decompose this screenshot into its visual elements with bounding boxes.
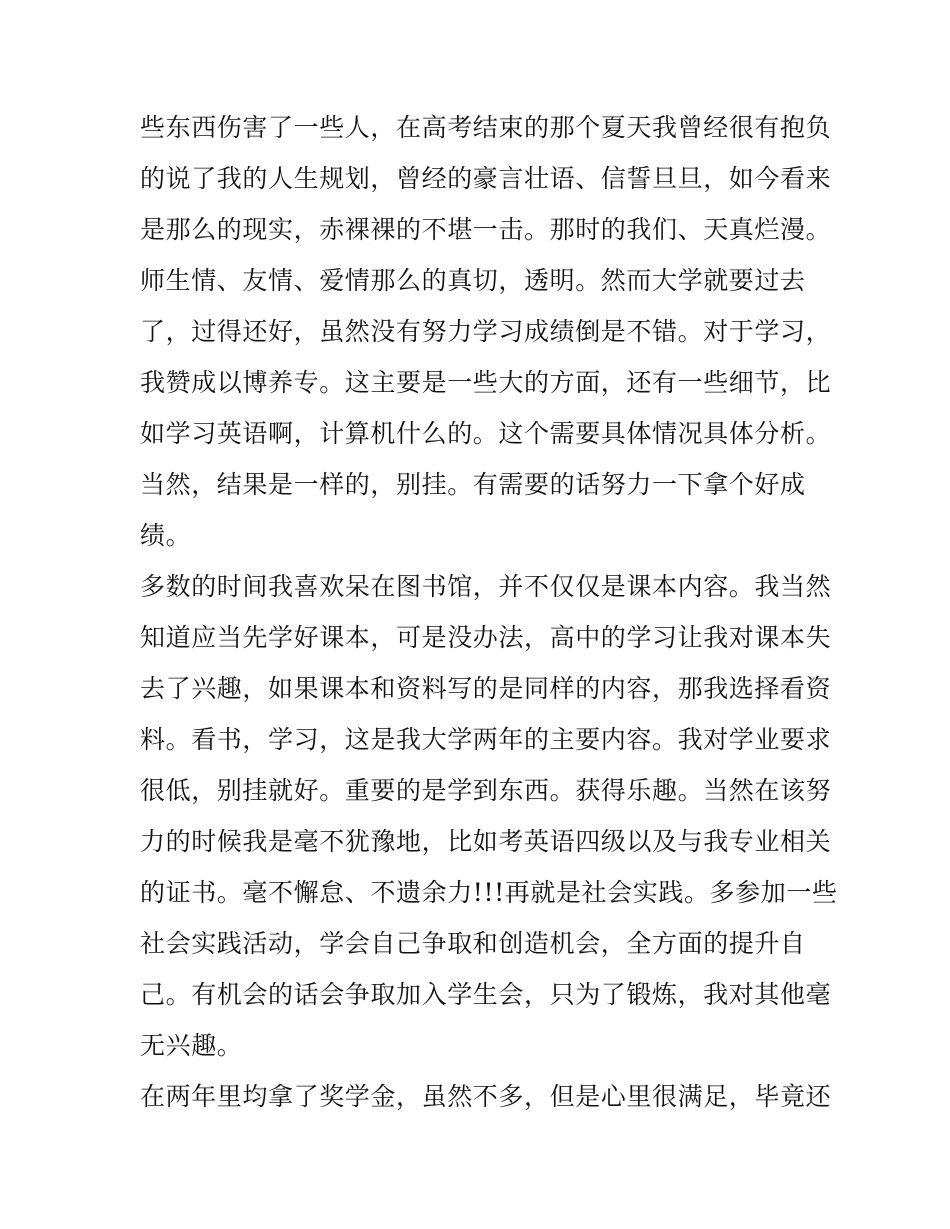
text-line: 在两年里均拿了奖学金，虽然不多，但是心里很满足，毕竟还 (140, 1082, 832, 1111)
text-line: 些东西伤害了一些人，在高考结束的那个夏天我曾经很有抱负 (140, 113, 832, 142)
text-line: 是那么的现实，赤裸裸的不堪一击。那时的我们、天真烂漫。 (140, 215, 832, 244)
text-line: 很低，别挂就好。重要的是学到东西。获得乐趣。当然在该努 (140, 776, 832, 805)
paragraph-2 (140, 561, 838, 1071)
text-line: 无兴趣。 (140, 1031, 243, 1060)
text-line: 的证书。毫不懈怠、不遗余力!!!再就是社会实践。多参加一些 (140, 878, 838, 907)
text-line: 如学习英语啊，计算机什么的。这个需要具体情况具体分析。 (140, 419, 832, 448)
text-line: 师生情、友情、爱情那么的真切，透明。然而大学就要过去 (140, 266, 806, 295)
paragraph-1 (140, 102, 832, 561)
text-line: 力的时候我是毫不犹豫地，比如考英语四级以及与我专业相关 (140, 827, 832, 856)
text-line: 知道应当先学好课本，可是没办法，高中的学习让我对课本失 (140, 623, 832, 652)
text-line: 多数的时间我喜欢呆在图书馆，并不仅仅是课本内容。我当然 (140, 572, 832, 601)
text-line: 绩。 (140, 521, 192, 550)
text-line: 的说了我的人生规划，曾经的豪言壮语、信誓旦旦，如今看来 (140, 164, 832, 193)
text-line: 社会实践活动，学会自己争取和创造机会，全方面的提升自 (140, 929, 806, 958)
text-line: 去了兴趣，如果课本和资料写的是同样的内容，那我选择看资 (140, 674, 832, 703)
text-line: 我赞成以博养专。这主要是一些大的方面，还有一些细节，比 (140, 368, 832, 397)
text-line: 己。有机会的话会争取加入学生会，只为了锻炼，我对其他毫 (140, 980, 832, 1009)
text-line: 当然，结果是一样的，别挂。有需要的话努力一下拿个好成 (140, 470, 806, 499)
document-body (140, 102, 838, 1122)
text-line: 了，过得还好，虽然没有努力学习成绩倒是不错。对于学习， (140, 317, 832, 346)
paragraph-3 (140, 1071, 832, 1122)
text-line: 料。看书，学习，这是我大学两年的主要内容。我对学业要求 (140, 725, 832, 754)
